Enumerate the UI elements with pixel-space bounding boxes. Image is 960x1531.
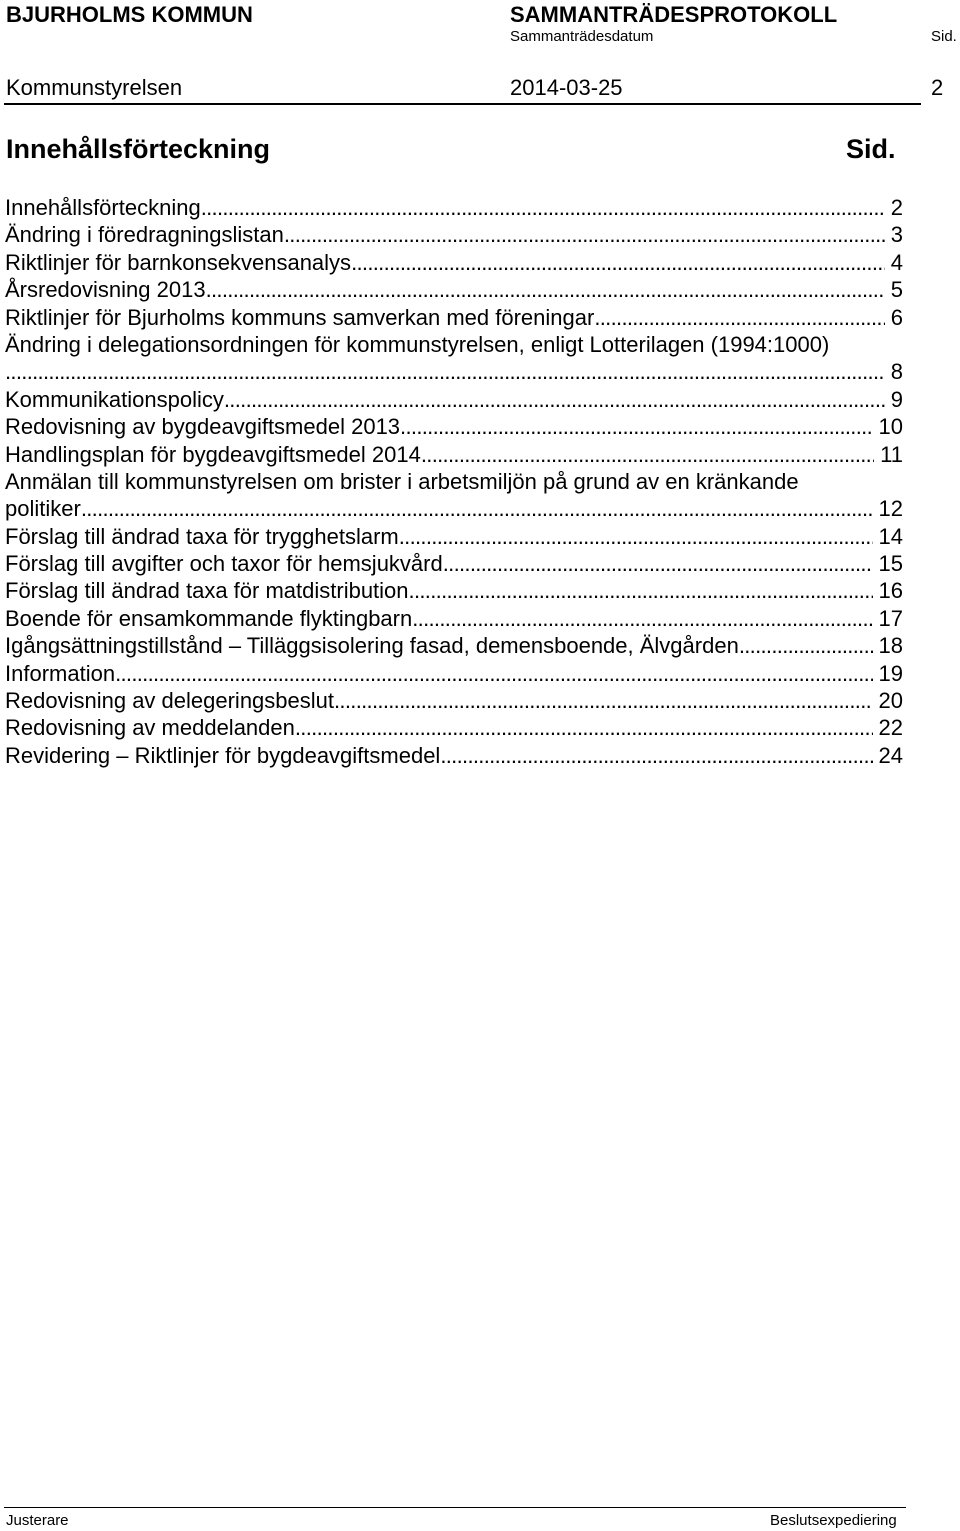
- toc-title: Innehållsförteckning: [6, 134, 271, 164]
- toc-entry-page: 5: [890, 277, 903, 303]
- toc-leader: [115, 660, 872, 687]
- beslutsexpediering-label: Beslutsexpediering: [770, 1512, 897, 1529]
- toc-leader: [5, 358, 885, 385]
- toc-entry-page: 22: [878, 715, 903, 741]
- toc-leader: [399, 523, 873, 550]
- toc-leader: [224, 386, 885, 413]
- toc-entry[interactable]: [5, 441, 903, 468]
- toc-entry-title: Igångsättningstillstånd – Tilläggsisolering fasad, demensboende, Älvgården: [5, 633, 739, 659]
- toc-entry[interactable]: [5, 331, 903, 386]
- meeting-date-label: Sammanträdesdatum: [510, 28, 654, 45]
- toc-entry-title: Redovisning av meddelanden: [5, 715, 295, 741]
- toc-leader: [284, 221, 885, 248]
- toc-leader: [421, 441, 874, 468]
- toc-entry-page: 4: [890, 249, 903, 275]
- toc-leader: [295, 714, 873, 741]
- toc-entry-title: Boende för ensamkommande flyktingbarn: [5, 605, 413, 631]
- toc-leader: [400, 413, 872, 440]
- toc-leader: [440, 742, 872, 769]
- toc-entry[interactable]: [5, 194, 903, 221]
- toc-entry-title: Kommunikationspolicy: [5, 386, 224, 412]
- toc-entry-page: 20: [878, 688, 903, 714]
- toc-leader: [412, 605, 872, 632]
- committee-name: Kommunstyrelsen: [6, 75, 183, 100]
- table-of-contents: [5, 194, 903, 769]
- toc-entry-title: Information: [5, 660, 116, 686]
- toc-leader: [201, 194, 885, 221]
- toc-entry[interactable]: [5, 550, 903, 577]
- toc-entry[interactable]: [5, 660, 903, 687]
- toc-entry-page: 6: [890, 304, 903, 330]
- toc-entry-title: Årsredovisning 2013: [5, 277, 206, 303]
- toc-entry-title: Förslag till avgifter och taxor för hemsjukvård: [5, 551, 443, 577]
- toc-entry-title: Ändring i föredragningslistan: [5, 222, 284, 248]
- toc-entry-page: 8: [890, 359, 903, 385]
- header-divider: [4, 103, 921, 105]
- toc-entry[interactable]: [5, 221, 903, 248]
- toc-leader: [739, 632, 873, 659]
- toc-entry-page: 3: [890, 222, 903, 248]
- toc-leader: [351, 249, 885, 276]
- toc-leader: [206, 276, 885, 303]
- toc-entry-title: Riktlinjer för Bjurholms kommuns samverkan med föreningar: [5, 304, 595, 330]
- justerare-label: Justerare: [6, 1512, 69, 1529]
- toc-entry-page: 16: [878, 578, 903, 604]
- toc-entry-page: 12: [878, 496, 903, 522]
- toc-entry-title: Riktlinjer för barnkonsekvensanalys: [5, 249, 352, 275]
- footer-divider: [4, 1507, 906, 1508]
- toc-entry[interactable]: [5, 523, 903, 550]
- toc-entry-title: Ändring i delegationsordningen för kommunstyrelsen, enligt Lotterilagen (1994:1000): [5, 331, 830, 357]
- toc-entry[interactable]: [5, 577, 903, 604]
- toc-entry-page: 10: [878, 414, 903, 440]
- toc-entry-page: 11: [880, 441, 903, 467]
- toc-entry-page: 15: [878, 551, 903, 577]
- toc-entry-page: 24: [878, 742, 903, 768]
- toc-entry-title: Innehållsförteckning: [5, 195, 201, 220]
- toc-entry-title: Förslag till ändrad taxa för trygghetslarm: [5, 523, 399, 549]
- org-name: BJURHOLMS KOMMUN: [6, 2, 253, 27]
- toc-entry[interactable]: [5, 687, 903, 714]
- toc-leader: [443, 550, 873, 577]
- toc-entry[interactable]: [5, 742, 903, 769]
- meeting-date: 2014-03-25: [510, 75, 623, 100]
- toc-entry-title: Revidering – Riktlinjer för bygdeavgiftsmedel: [5, 742, 441, 768]
- toc-entry[interactable]: [5, 413, 903, 440]
- toc-entry-title: Redovisning av delegeringsbeslut: [5, 688, 334, 714]
- page-number: 2: [931, 75, 944, 100]
- document-type: SAMMANTRÄDESPROTOKOLL: [510, 2, 838, 27]
- toc-entry-page: 18: [878, 633, 903, 659]
- toc-entry[interactable]: [5, 468, 903, 523]
- toc-entry[interactable]: [5, 605, 903, 632]
- toc-entry[interactable]: [5, 304, 903, 331]
- toc-page-column-header: Sid.: [846, 134, 896, 164]
- toc-entry[interactable]: [5, 632, 903, 659]
- toc-entry-page: 17: [878, 605, 903, 631]
- toc-entry-page: 14: [878, 523, 903, 549]
- toc-entry-title: Handlingsplan för bygdeavgiftsmedel 2014: [5, 441, 421, 467]
- toc-leader: [81, 495, 873, 522]
- toc-entry-title: Anmälan till kommunstyrelsen om brister i arbetsmiljön på grund av en kränkande: [5, 468, 799, 494]
- page-label: Sid.: [931, 28, 957, 45]
- toc-entry-page: 19: [878, 660, 903, 686]
- toc-leader: [409, 577, 873, 604]
- toc-entry-title: Förslag till ändrad taxa för matdistribution: [5, 578, 409, 604]
- toc-entry[interactable]: [5, 276, 903, 303]
- toc-entry-title-continued: politiker: [5, 496, 81, 522]
- toc-leader: [594, 304, 884, 331]
- toc-entry-title: Redovisning av bygdeavgiftsmedel 2013: [5, 414, 401, 440]
- toc-entry[interactable]: [5, 714, 903, 741]
- toc-entry[interactable]: [5, 386, 903, 413]
- toc-entry-page: 2: [890, 195, 903, 220]
- toc-leader: [334, 687, 873, 714]
- toc-entry-page: 9: [890, 386, 903, 412]
- toc-entry[interactable]: [5, 249, 903, 276]
